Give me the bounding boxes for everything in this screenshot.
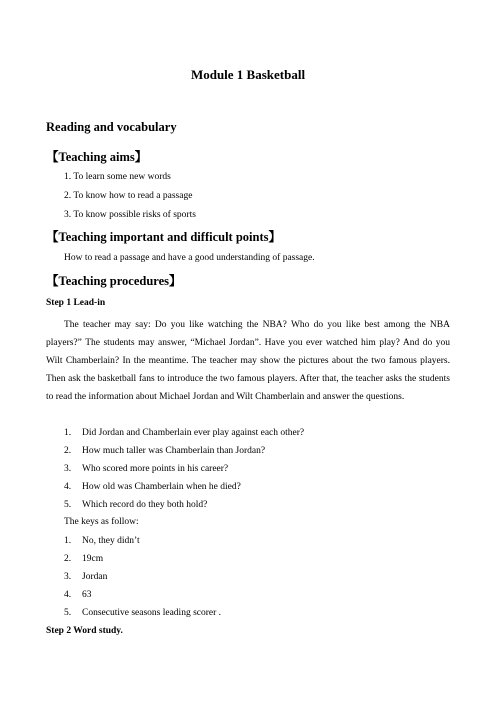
step-1-heading: Step 1 Lead-in [46,298,106,308]
points-text: How to read a passage and have a good understanding of passage. [64,253,315,263]
aim-item: 1. To learn some new words [64,172,171,182]
key-item: 4. 63 [64,590,92,600]
key-item: 5. Consecutive seasons leading scorer . [64,608,222,618]
keys-list [64,532,221,622]
step-1-paragraph: The teacher may say: Do you like watching the NBA? Who do you like best among the NBA players?” The students may answer, “Michael Jordan”. Have you ever watched him play? And do you Wilt Chamberlain? In the meantime. The teacher may show the pictures about the two famous players. Then ask the basketball fans to introduce the two famous players. After that, the teacher asks the students to read the information about Michael Jordan and Wilt Chamberlain and answer the questions. [46,320,450,402]
questions-list [64,424,304,514]
key-item: 2. 19cm [64,554,104,564]
keys-label: The keys as follow: [64,517,139,527]
question-item: 4. How old was Chamberlain when he died? [64,482,241,492]
key-item: 3. Jordan [64,572,108,582]
aim-item: 2. To know how to read a passage [64,191,193,201]
key-item: 1. No, they didn’t [64,536,140,546]
points-heading: 【Teaching important and difficult points】 [46,230,281,244]
question-item: 5. Which record do they both hold? [64,500,208,510]
aims-heading: 【Teaching aims】 [46,150,148,164]
procedures-heading: 【Teaching procedures】 [46,274,182,288]
document-title: Module 1 Basketball [190,67,306,82]
step-2-heading: Step 2 Word study. [46,626,123,636]
question-item: 2. How much taller was Chamberlain than Jordan? [64,446,266,456]
aim-item: 3. To know possible risks of sports [64,210,196,220]
section-heading: Reading and vocabulary [46,120,177,134]
question-item: 3. Who scored more points in his career? [64,464,229,474]
question-item: 1. Did Jordan and Chamberlain ever play against each other? [64,428,305,438]
